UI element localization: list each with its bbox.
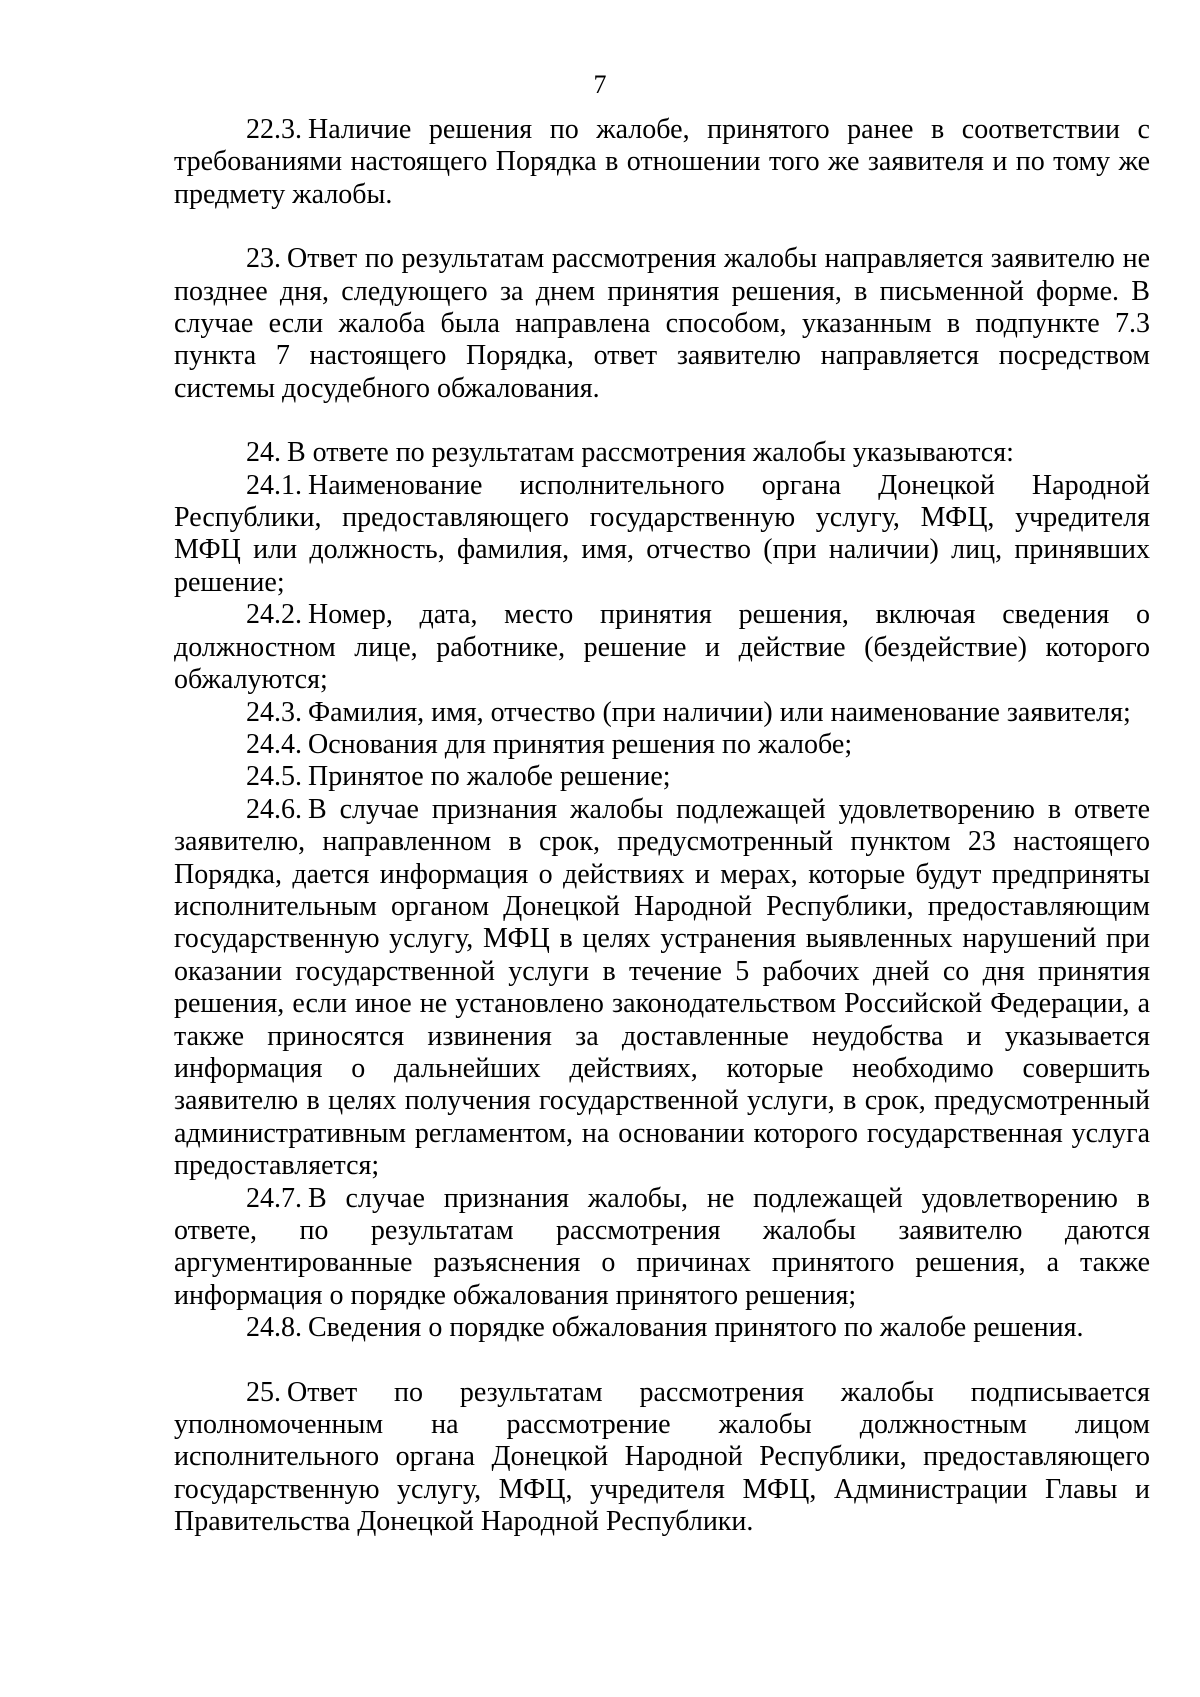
paragraph-text: В случае признания жалобы подлежащей удовлетворению в ответе заявителю, направленном в срок, предусмотренный пунктом 23 настоящего Порядка, дается информация о действиях и мерах, которые будут предприняты исполнительным органом Донецкой Народной Республики, предоставляющим государственную услугу, МФЦ в целях устранения выявленных нарушений при оказании государственной услуги в течение 5 рабочих дней со дня принятия решения, если иное не установлено законодательством Российской Федерации, а также приносятся извинения за доставленные неудобства и указывается информация о дальнейших действиях, которые необходимо совершить заявителю в целях получения государственной услуги, в срок, предусмотренный административным регламентом, на основании которого государственная услуга предоставляется; xyxy=(174,793,1150,1182)
paragraph-24-7 xyxy=(174,1183,1150,1313)
paragraph-text: Номер, дата, место принятия решения, включая сведения о должностном лице, работнике, решение и действие (бездействие) которого обжалуются; xyxy=(174,599,1150,696)
paragraph-24-8 xyxy=(174,1312,1150,1344)
page-number: 7 xyxy=(593,70,607,99)
paragraph-number: 24.2. xyxy=(246,599,302,631)
paragraph-number: 24.8. xyxy=(246,1312,302,1344)
paragraph-number: 24.5. xyxy=(246,761,302,793)
paragraph-number: 24. xyxy=(246,437,281,469)
paragraph-number: 23. xyxy=(246,243,281,275)
paragraph-gap xyxy=(174,211,1150,243)
paragraph-number: 24.1. xyxy=(246,469,302,501)
paragraph-24-4 xyxy=(174,729,1150,761)
paragraph-text: Ответ по результатам рассмотрения жалобы направляется заявителю не позднее дня, следующего за днем принятия решения, в письменной форме. В случае если жалоба была направлена способом, указанным в подпункте 7.3 пункта 7 настоящего Порядка, ответ заявителю направляется посредством системы досудебного обжалования. xyxy=(174,243,1150,404)
paragraph-text: Наличие решения по жалобе, принятого ранее в соответствии с требованиями настоящего Порядка в отношении того же заявителя и по тому же предмету жалобы. xyxy=(174,114,1150,210)
paragraph-number: 25. xyxy=(246,1376,281,1408)
paragraph-number: 24.3. xyxy=(246,696,302,728)
paragraph-text: Принятое по жалобе решение; xyxy=(308,761,671,793)
paragraph-number: 24.6. xyxy=(246,793,302,825)
paragraph-25 xyxy=(174,1377,1150,1539)
paragraph-24-1 xyxy=(174,470,1150,600)
paragraph-number: 24.4. xyxy=(246,728,302,760)
paragraph-gap xyxy=(174,405,1150,437)
paragraph-22-3 xyxy=(174,114,1150,211)
paragraph-text: Фамилия, имя, отчество (при наличии) или наименование заявителя; xyxy=(308,696,1131,728)
paragraph-24 xyxy=(174,437,1150,469)
document-body xyxy=(174,114,1150,1539)
paragraph-24-3 xyxy=(174,697,1150,729)
paragraph-number: 22.3. xyxy=(246,114,302,145)
paragraph-text: Наименование исполнительного органа Донецкой Народной Республики, предоставляющего государственную услугу, МФЦ, учредителя МФЦ или должность, фамилия, имя, отчество (при наличии) лиц, принявших решение; xyxy=(174,469,1150,598)
paragraph-text: В ответе по результатам рассмотрения жалобы указываются: xyxy=(287,437,1014,469)
paragraph-text: Ответ по результатам рассмотрения жалобы подписывается уполномоченным на рассмотрение жалобы должностным лицом исполнительного органа Донецкой Народной Республики, предоставляющего государственную услугу, МФЦ, учредителя МФЦ, Администрации Главы и Правительства Донецкой Народной Республики. xyxy=(174,1376,1150,1538)
paragraph-23 xyxy=(174,243,1150,405)
paragraph-text: В случае признания жалобы, не подлежащей удовлетворению в ответе, по результатам рассмотрения жалобы заявителю даются аргументированные разъяснения о причинах принятого решения, а также информация о порядке обжалования принятого решения; xyxy=(174,1182,1150,1311)
paragraph-gap xyxy=(174,1345,1150,1377)
paragraph-24-2 xyxy=(174,599,1150,696)
paragraph-text: Сведения о порядке обжалования принятого по жалобе решения. xyxy=(308,1312,1084,1344)
paragraph-number: 24.7. xyxy=(246,1182,302,1214)
paragraph-24-5 xyxy=(174,761,1150,793)
paragraph-text: Основания для принятия решения по жалобе; xyxy=(308,728,853,760)
paragraph-24-6 xyxy=(174,794,1150,1183)
